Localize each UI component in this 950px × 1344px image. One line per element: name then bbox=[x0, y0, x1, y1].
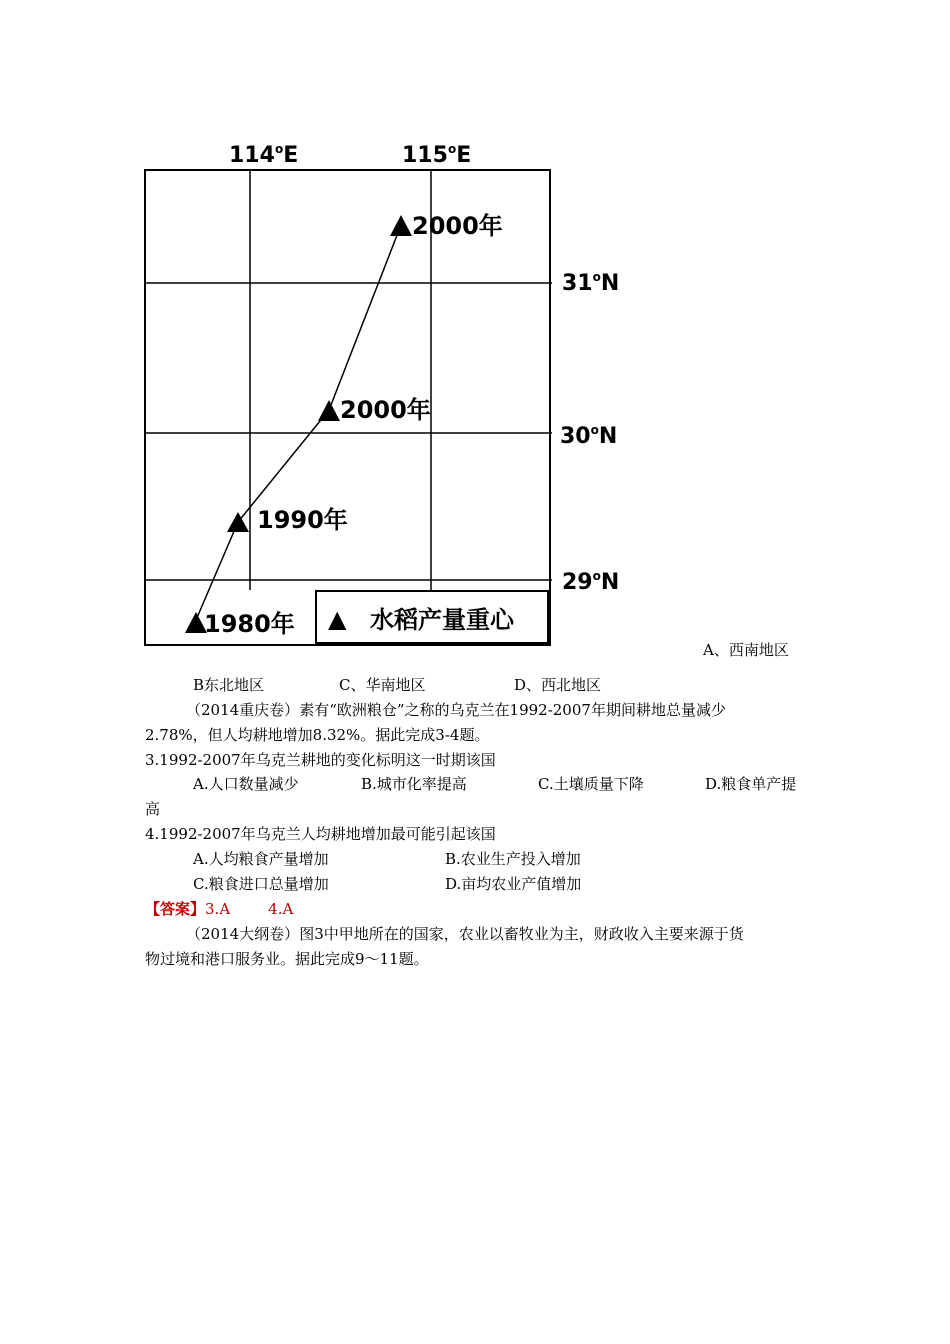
q3-option-c: C.土壤质量下降 bbox=[538, 775, 644, 793]
option-d: D、西北地区 bbox=[514, 676, 602, 694]
legend-label: 水稻产量重心 bbox=[370, 606, 514, 634]
q4-option-b: B.农业生产投入增加 bbox=[445, 850, 581, 868]
q4-option-c: C.粮食进口总量增加 bbox=[193, 875, 329, 893]
answer-line bbox=[145, 899, 293, 919]
passage2-line2: 物过境和港口服务业。据此完成9～11题。 bbox=[145, 950, 429, 968]
year-label-1990: 1990年 bbox=[257, 506, 348, 534]
q4-stem: 4.1992-2007年乌克兰人均耕地增加最可能引起该国 bbox=[145, 825, 496, 843]
marker-2000-b bbox=[390, 215, 412, 236]
year-label-2000-a: 2000年 bbox=[340, 396, 431, 424]
option-c: C、华南地区 bbox=[339, 676, 426, 694]
lon-label-115: 115$^o$E bbox=[402, 142, 472, 168]
year-label-2000-b: 2000年 bbox=[412, 212, 503, 240]
passage2-line1: （2014大纲卷）图3中甲地所在的国家，农业以畜牧业为主，财政收入主要来源于货 bbox=[186, 925, 744, 943]
q4-option-a: A.人均粮食产量增加 bbox=[193, 850, 329, 868]
lat-label-29: 29$^o$N bbox=[562, 569, 620, 595]
q3-option-d: D.粮食单产提 bbox=[705, 775, 797, 793]
answer-4: 4.A bbox=[268, 900, 294, 918]
q3-option-b: B.城市化率提高 bbox=[361, 775, 467, 793]
rice-production-center-map bbox=[0, 0, 950, 660]
passage2-source: （2014大纲卷） bbox=[186, 925, 300, 943]
marker-1990 bbox=[227, 512, 249, 532]
option-a: A、西南地区 bbox=[703, 641, 789, 659]
q3-stem: 3.1992-2007年乌克兰耕地的变化标明这一时期该国 bbox=[145, 751, 496, 769]
lat-label-31: 31$^o$N bbox=[562, 270, 620, 296]
lat-label-30: 30$^o$N bbox=[560, 423, 618, 449]
passage1-line2: 2.78%，但人均耕地增加8.32%。据此完成3-4题。 bbox=[145, 726, 490, 744]
legend-symbol: ▲ bbox=[328, 605, 347, 633]
marker-2000-a bbox=[318, 400, 340, 421]
lon-label-114: 114$^o$E bbox=[229, 142, 299, 168]
answer-3: 3.A bbox=[205, 900, 231, 918]
year-label-1980: 1980年 bbox=[204, 610, 295, 638]
passage1-source: （2014重庆卷） bbox=[186, 701, 300, 719]
option-b: B东北地区 bbox=[193, 676, 265, 694]
q3-option-d-cont: 高 bbox=[145, 800, 161, 818]
passage1-line1: （2014重庆卷）素有“欧洲粮仓”之称的乌克兰在1992-2007年期间耕地总量减少 bbox=[186, 701, 726, 719]
map-svg bbox=[0, 0, 950, 660]
q3-option-a: A.人口数量减少 bbox=[193, 775, 299, 793]
q4-option-d: D.亩均农业产值增加 bbox=[445, 875, 582, 893]
answer-tag: 【答案】 bbox=[145, 900, 206, 918]
